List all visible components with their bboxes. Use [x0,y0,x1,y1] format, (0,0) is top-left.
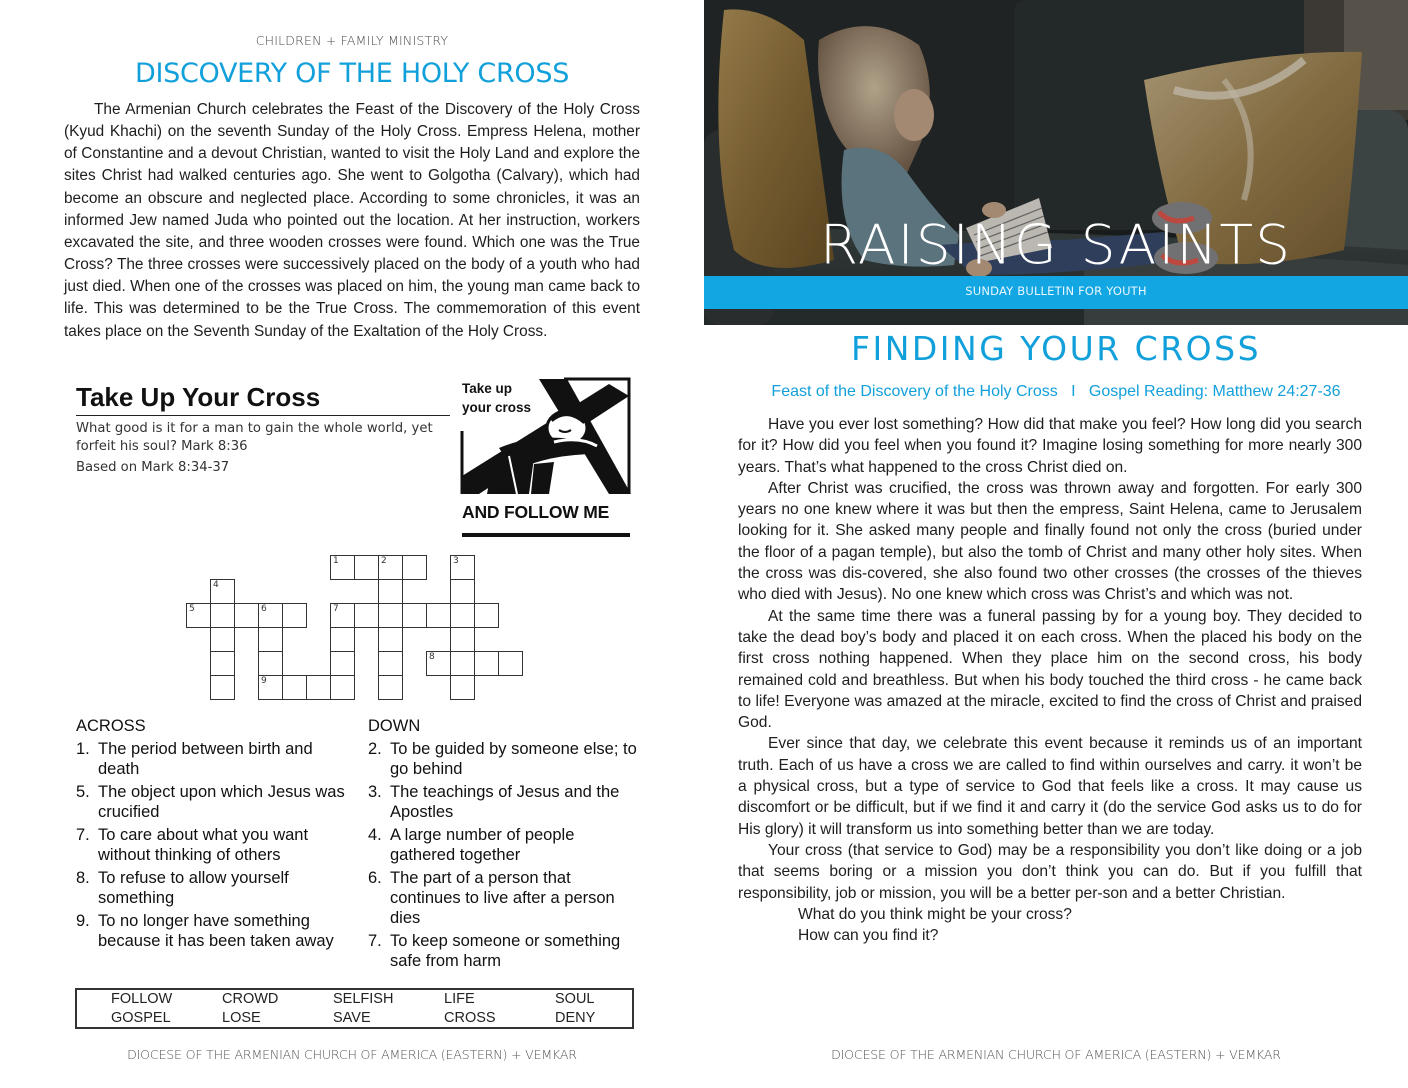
clue-item [76,740,351,780]
clue-number: 8. [76,869,90,888]
clue-text: To keep someone or something safe from harm [390,932,621,970]
word-bank-word: LOSE [222,1010,261,1026]
word-bank-word: LIFE [444,991,475,1007]
clue-number: 9. [76,912,90,931]
clue-item [76,826,351,866]
worksheet-verse: What good is it for a man to gain the whole world, yet forfeit his soul? Mark 8:36 [76,421,433,454]
clue-text: To refuse to allow yourself something [98,869,289,908]
down-clues [368,740,638,975]
crossword-cell[interactable] [258,651,283,676]
article-title: FINDING YOUR CROSS [850,329,1262,368]
clue-item [368,740,638,780]
word-bank-word: DENY [555,1010,596,1026]
illustration-caption-top [462,379,531,417]
crossword-cell[interactable] [426,651,451,676]
crossword-cell[interactable] [210,675,235,700]
crossword-cell[interactable] [474,603,499,628]
clue-text: To care about what you want without thinking of others [98,826,309,864]
clue-item [368,932,638,972]
word-bank-word: SELFISH [333,991,394,1007]
crossword-cell[interactable] [210,651,235,676]
clue-number: 5 [189,604,195,614]
across-heading: ACROSS [76,717,146,735]
crossword-cell[interactable] [450,627,475,652]
crossword-cell[interactable] [258,675,283,700]
crossword-cell[interactable] [426,603,451,628]
section-label: CHILDREN + FAMILY MINISTRY [255,33,449,48]
clue-item [368,869,638,928]
crossword-cell[interactable] [330,651,355,676]
clue-number: 8 [429,652,435,662]
article-paragraph: Ever since that day, we celebrate this event because it reminds us of an important truth. Each of us have a cross we are called to find within ourselves and carry. it won’t be a physical cross, but a type of service to God that feels like a cross. It may cause us discomfort or be difficult, but if we find it and carry it (do the service God asks us to do for His glory) it will transform us into something better than we are today. [738,735,1362,838]
crossword-cell[interactable] [378,603,403,628]
masthead-band [704,276,1408,309]
reflection-question: What do you think might be your cross? [798,905,1072,923]
crossword-cell[interactable] [258,603,283,628]
hero-banner [704,0,1408,325]
clue-item [76,912,351,952]
down-heading: DOWN [368,717,421,735]
word-bank-word: SOUL [555,991,595,1007]
word-bank-word: SAVE [333,1010,371,1026]
crossword-cell[interactable] [354,603,379,628]
clue-number: 3. [368,783,382,802]
clue-number: 6 [261,604,267,614]
reflection-question: How can you find it? [798,927,939,945]
crossword-cell[interactable] [402,603,427,628]
crossword-cell[interactable] [210,579,235,604]
article-subtitle: Feast of the Discovery of the Holy Cross I Gospel Reading: Matthew 24:27-36 [771,383,1341,400]
crossword-cell[interactable] [378,675,403,700]
article-body [738,414,1362,946]
clue-number: 5. [76,783,90,802]
clue-number: 1 [333,556,339,566]
crossword-cell[interactable] [210,603,235,628]
page-footer: DIOCESE OF THE ARMENIAN CHURCH OF AMERICA (EASTERN) + VEMKAR [127,1047,577,1062]
worksheet-title: Take Up Your Cross [76,382,321,412]
word-bank-row [77,991,632,1009]
across-clues [76,740,351,955]
word-bank-word: CROSS [444,1010,496,1026]
crossword-cell[interactable] [330,555,355,580]
article-paragraph: The Armenian Church celebrates the Feast of the Discovery of the Holy Cross (Kyud Khachi) on the seventh Sunday of the Holy Cross. Empress Helena, mother of Constantine and a devout Christian, wanted to visit the Holy Land and explore the sites Christ had walked centuries ago. She went to Golgotha (Calvary), which had become an obscure and neglected place. According to some chronicles, it was an informed Jew named Juda who pointed out the location. At her instruction, workers excavated the site, and three wooden crosses were found. Which one was the True Cross? The three crosses were successively placed on the body of a youth who had just died. When one of the crosses was placed on him, the young man came back to life. This was determined to be the True Cross. The commemoration of this event takes place on the Seventh Sunday of the Exaltation of the Holy Cross. [64,101,640,340]
clue-text: The period between birth and death [98,740,313,778]
crossword-cell[interactable] [186,603,211,628]
caption-line: Take up [462,381,513,396]
word-bank [75,988,634,1029]
crossword-cell[interactable] [354,555,379,580]
crossword-cell[interactable] [282,603,307,628]
clue-number: 2 [381,556,387,566]
clue-number: 3 [453,556,459,566]
crossword-cell[interactable] [450,603,475,628]
divider [76,415,450,416]
crossword-cell[interactable] [258,627,283,652]
crossword-cell[interactable] [378,579,403,604]
caption-line: your cross [462,400,532,415]
crossword-cell[interactable] [378,627,403,652]
illustration-caption-bottom: AND FOLLOW ME [462,502,610,522]
crossword-cell[interactable] [282,675,307,700]
clue-item [368,826,638,866]
word-bank-word: FOLLOW [111,991,173,1007]
article-paragraph: At the same time there was a funeral passing by for a young boy. They decided to take the dead boy’s body and placed it on each cross. When the placed his body on the first cross nothing happened. When they place him on the second cross, his body remained cold and breathless. But when his body touched the third cross - he came back to life! Everyone was amazed at the miracle, excited to find the cross of Christ and praised God. [738,607,1362,732]
crossword-cell[interactable] [474,651,499,676]
clue-number: 7. [76,826,90,845]
crossword-cell[interactable] [402,555,427,580]
word-bank-word: GOSPEL [111,1010,171,1026]
masthead-word: RAISING [819,213,1059,277]
masthead-word: SAINTS [1080,213,1293,277]
article-paragraph: Your cross (that service to God) may be a responsibility you don’t like doing or a job that seems boring or a mission you don’t think you can do. But if you fulfill that responsibility, job or mission, you will be a better per-son and a better Christian. [738,841,1362,902]
clue-text: The teachings of Jesus and the Apostles [390,783,620,821]
word-bank-word: CROWD [222,991,279,1007]
crossword-cell[interactable] [450,579,475,604]
masthead-subtitle: SUNDAY BULLETIN FOR YOUTH [965,284,1147,298]
clue-number: 7. [368,932,382,951]
clue-number: 2. [368,740,382,758]
crossword-cell[interactable] [450,675,475,700]
crossword-cell[interactable] [330,627,355,652]
masthead-title [704,214,1408,277]
clue-text: The object upon which Jesus was crucified [98,783,345,821]
crossword-cell[interactable] [210,627,235,652]
take-up-cross-illustration [459,376,634,541]
article-body [64,99,640,343]
clue-number: 9 [261,676,267,686]
crossword-cell[interactable] [306,675,331,700]
clue-text: The part of a person that continues to live after a person dies [390,869,615,927]
crossword-cell[interactable] [378,555,403,580]
crossword-cell[interactable] [234,603,259,628]
crossword-cell[interactable] [378,651,403,676]
page-footer: DIOCESE OF THE ARMENIAN CHURCH OF AMERICA (EASTERN) + VEMKAR [831,1047,1281,1062]
crossword-cell[interactable] [450,651,475,676]
clue-item [76,783,351,823]
crossword-cell[interactable] [498,651,523,676]
clue-item [76,869,351,909]
clue-number: 1. [76,740,90,758]
clue-text: To no longer have something because it has been taken away [98,912,334,951]
right-page [704,0,1408,1088]
clue-text: To be guided by someone else; to go behind [390,740,637,778]
article-paragraph: After Christ was crucified, the cross was thrown away and forgotten. For early 300 years no one knew where it was but then the empress, Saint Helena, came to Jerusalem looking for it. She asked many people and finally found not only the cross (buried under the floor of a pagan temple), but also the tomb of Christ and many other holy sites. When the cross was dis-covered, she also found two other crosses (the crosses of the thieves who died with Jesus). No one knew which cross was Christ’s and which was not. [738,479,1362,604]
clue-number: 4. [368,826,382,845]
clue-number: 7 [333,604,339,614]
divider [462,533,630,537]
clue-number: 6. [368,869,382,888]
worksheet-reference: Based on Mark 8:34-37 [76,460,230,475]
crossword-cell[interactable] [450,555,475,580]
word-bank-row [77,1010,632,1028]
crossword-grid [186,555,526,705]
crossword-cell[interactable] [330,675,355,700]
page-title: DISCOVERY OF THE HOLY CROSS [134,58,570,89]
clue-text: A large number of people gathered together [390,826,575,864]
clue-number: 4 [213,580,219,590]
article-paragraph: Have you ever lost something? How did that make you feel? How long did you search for it? How did you feel when you found it? Imagine losing something for more nearly 300 years. That’s what happened to the cross Christ died on. [738,416,1362,476]
crossword-cell[interactable] [330,603,355,628]
clue-item [368,783,638,823]
